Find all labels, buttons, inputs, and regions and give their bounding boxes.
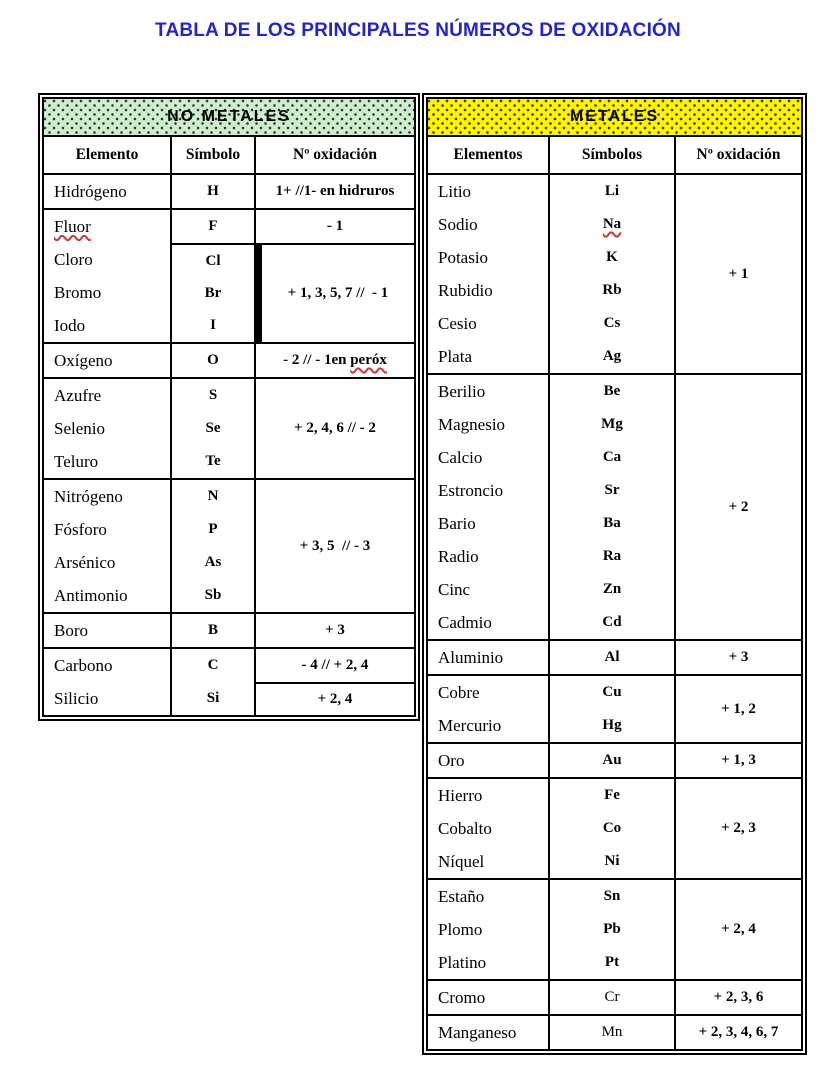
element-text: Arsénico bbox=[54, 552, 116, 572]
element-column bbox=[428, 981, 548, 1014]
oxidation-cell bbox=[256, 480, 414, 612]
symbol-text: B bbox=[207, 622, 218, 638]
metales-body bbox=[428, 175, 801, 1049]
oxidation-text: + 1, 2 bbox=[721, 700, 756, 717]
oxidation-column bbox=[254, 614, 414, 647]
oxidation-text: + 2, 4, 6 // - 2 bbox=[294, 420, 376, 436]
symbol-column bbox=[170, 344, 254, 377]
page-title: TABLA DE LOS PRINCIPALES NÚMEROS DE OXIDACIÓN bbox=[155, 20, 681, 41]
symbol-text: Co bbox=[602, 820, 622, 836]
symbol-text: Mn bbox=[601, 1024, 623, 1040]
table-group-row bbox=[428, 175, 801, 373]
symbol-cell bbox=[172, 243, 254, 342]
metales-band-label: METALES bbox=[569, 108, 660, 125]
table-group-row bbox=[44, 342, 414, 377]
symbol-text: Sr bbox=[604, 482, 620, 498]
table-group-row bbox=[44, 208, 414, 342]
oxidation-text: + 2, 3 bbox=[721, 820, 756, 836]
element-text: Mercurio bbox=[438, 715, 502, 735]
symbol-cell bbox=[550, 375, 674, 639]
element-text: Oxígeno bbox=[54, 350, 113, 370]
element-text: Carbono bbox=[54, 655, 113, 675]
symbol-text: C bbox=[207, 657, 219, 673]
no-metales-table bbox=[38, 93, 420, 721]
oxidation-cell bbox=[676, 779, 801, 878]
symbol-cell bbox=[550, 641, 674, 674]
oxidation-column bbox=[674, 676, 801, 742]
oxidation-text: - 4 // + 2, 4 bbox=[301, 657, 369, 673]
no-metales-band bbox=[44, 99, 414, 137]
column-header-symbol: Símbolos bbox=[548, 137, 674, 173]
element-text: Potasio bbox=[438, 247, 489, 267]
oxidation-cell bbox=[676, 375, 801, 639]
oxidation-text: + 2 bbox=[728, 498, 749, 515]
element-text: Hidrógeno bbox=[54, 181, 127, 201]
oxidation-cell bbox=[256, 649, 414, 682]
table-group-row bbox=[428, 979, 801, 1014]
symbol-cell bbox=[550, 175, 674, 373]
symbol-text: Sb bbox=[204, 587, 222, 603]
oxidation-column bbox=[674, 779, 801, 878]
oxidation-column bbox=[254, 649, 414, 715]
symbol-column bbox=[170, 379, 254, 478]
metales-header-row bbox=[428, 137, 801, 175]
element-column bbox=[428, 676, 548, 742]
symbol-column bbox=[548, 676, 674, 742]
symbol-column bbox=[548, 779, 674, 878]
element-text: Cloro bbox=[54, 249, 93, 269]
symbol-column bbox=[170, 210, 254, 342]
table-group-row bbox=[428, 1014, 801, 1049]
element-column bbox=[44, 175, 170, 208]
symbol-text: Cd bbox=[602, 614, 622, 630]
symbol-text: Zn bbox=[602, 581, 622, 597]
symbol-text: Rb bbox=[602, 282, 622, 298]
element-text: Iodo bbox=[54, 315, 86, 335]
symbol-text: I bbox=[210, 317, 216, 334]
element-cell bbox=[428, 880, 548, 979]
element-text: Cromo bbox=[438, 987, 486, 1007]
oxidation-cell bbox=[676, 981, 801, 1014]
symbol-cell bbox=[550, 676, 674, 742]
oxidation-text: + 1, 3 bbox=[721, 752, 756, 768]
symbol-text: Pb bbox=[603, 921, 621, 937]
oxidation-text: + 2, 4 bbox=[721, 921, 756, 937]
no-metales-body bbox=[44, 175, 414, 715]
symbol-column bbox=[548, 744, 674, 777]
element-column bbox=[428, 744, 548, 777]
table-group-row bbox=[428, 878, 801, 979]
table-group-row bbox=[44, 647, 414, 715]
oxidation-cell bbox=[256, 614, 414, 647]
column-header-element: Elementos bbox=[453, 146, 523, 163]
oxidation-cell bbox=[256, 243, 414, 342]
element-column bbox=[428, 1016, 548, 1049]
symbol-text: Cs bbox=[603, 315, 621, 331]
element-text: Berilio bbox=[438, 381, 486, 401]
element-text: Antimonio bbox=[54, 585, 128, 605]
element-text: Rubidio bbox=[438, 280, 493, 300]
symbol-cell bbox=[550, 880, 674, 979]
table-group-row bbox=[428, 674, 801, 742]
element-column bbox=[428, 375, 548, 639]
symbol-cell bbox=[550, 981, 674, 1014]
oxidation-cell bbox=[256, 344, 414, 377]
no-metales-header-row bbox=[44, 137, 414, 175]
element-text: Selenio bbox=[54, 418, 105, 438]
table-group-row bbox=[428, 639, 801, 674]
element-cell bbox=[428, 744, 548, 777]
symbol-text: Ag bbox=[602, 348, 622, 364]
element-text: Oro bbox=[438, 750, 465, 770]
element-column bbox=[428, 880, 548, 979]
element-cell bbox=[428, 779, 548, 878]
table-group-row bbox=[44, 175, 414, 208]
symbol-cell bbox=[172, 210, 254, 243]
oxidation-text: + 3 bbox=[728, 649, 749, 665]
oxidation-text: + 1, 3, 5, 7 // - 1 bbox=[287, 285, 389, 301]
oxidation-text: + 2, 3, 4, 6, 7 bbox=[698, 1024, 779, 1040]
symbol-column bbox=[548, 981, 674, 1014]
oxidation-cell bbox=[256, 210, 414, 243]
element-column bbox=[428, 779, 548, 878]
oxidation-column bbox=[254, 379, 414, 478]
oxidation-column bbox=[674, 1016, 801, 1049]
oxidation-text: - 1 bbox=[326, 218, 344, 234]
symbol-text: Ca bbox=[602, 449, 622, 465]
table-group-row bbox=[44, 612, 414, 647]
element-text: Cobre bbox=[438, 682, 480, 702]
element-cell bbox=[44, 344, 170, 377]
symbol-cell bbox=[172, 614, 254, 647]
symbol-text: F bbox=[208, 218, 218, 234]
oxidation-text: + 2, 4 bbox=[317, 691, 353, 707]
symbol-text: K bbox=[606, 249, 618, 265]
element-text: Magnesio bbox=[438, 414, 506, 434]
oxidation-column bbox=[674, 744, 801, 777]
oxidation-cell bbox=[676, 175, 801, 373]
element-column bbox=[44, 614, 170, 647]
table-group-row bbox=[44, 377, 414, 478]
symbol-text: N bbox=[207, 488, 219, 504]
symbol-cell bbox=[172, 175, 254, 208]
element-column bbox=[428, 641, 548, 674]
oxidation-column bbox=[674, 375, 801, 639]
table-group-row bbox=[428, 742, 801, 777]
element-column bbox=[44, 344, 170, 377]
oxidation-tables bbox=[38, 93, 807, 1055]
symbol-cell bbox=[550, 1016, 674, 1049]
element-cell bbox=[44, 210, 170, 342]
oxidation-text: + 2, 3, 6 bbox=[713, 989, 764, 1005]
element-text: Cadmio bbox=[438, 612, 492, 632]
symbol-text: Pt bbox=[604, 954, 620, 970]
element-text: Fósforo bbox=[54, 519, 107, 539]
oxidation-text: + 1 bbox=[728, 265, 749, 282]
oxidation-column bbox=[674, 880, 801, 979]
oxidation-column bbox=[674, 175, 801, 373]
table-group-row bbox=[428, 373, 801, 639]
symbol-cell bbox=[172, 480, 254, 612]
element-text: Calcio bbox=[438, 447, 483, 467]
element-text: Cobalto bbox=[438, 818, 492, 838]
oxidation-text: + 3 bbox=[325, 622, 345, 638]
element-cell bbox=[428, 641, 548, 674]
element-text: Sodio bbox=[438, 214, 478, 234]
element-cell bbox=[428, 375, 548, 639]
symbol-column bbox=[170, 480, 254, 612]
symbol-text: Li bbox=[604, 183, 620, 199]
symbol-column bbox=[548, 175, 674, 373]
symbol-text: Ni bbox=[604, 853, 620, 869]
element-text: Azufre bbox=[54, 385, 102, 405]
element-text: Hierro bbox=[438, 785, 483, 805]
element-text: Plomo bbox=[438, 919, 483, 939]
metales-band bbox=[428, 99, 801, 137]
symbol-column bbox=[548, 375, 674, 639]
oxidation-cell bbox=[676, 641, 801, 674]
symbol-text: Cl bbox=[205, 252, 221, 269]
element-text: Nitrógeno bbox=[54, 486, 123, 506]
oxidation-cell bbox=[256, 379, 414, 478]
column-header-element: Elemento bbox=[75, 146, 139, 163]
element-text: Silicio bbox=[54, 688, 99, 708]
oxidation-column bbox=[254, 175, 414, 208]
element-column bbox=[44, 379, 170, 478]
element-text: Níquel bbox=[438, 851, 485, 871]
element-cell bbox=[428, 175, 548, 373]
symbol-column bbox=[548, 641, 674, 674]
metales-table bbox=[422, 93, 807, 1055]
oxidation-column bbox=[254, 210, 414, 342]
element-text: Manganeso bbox=[438, 1022, 517, 1042]
element-cell bbox=[44, 379, 170, 478]
element-text: Platino bbox=[438, 952, 487, 972]
column-header-oxidation: Nº oxidación bbox=[254, 137, 414, 173]
oxidation-cell bbox=[676, 744, 801, 777]
symbol-text: Hg bbox=[602, 717, 622, 733]
symbol-cell bbox=[172, 344, 254, 377]
no-metales-band-label: NO METALES bbox=[167, 108, 291, 125]
element-text: Litio bbox=[438, 181, 472, 201]
element-cell bbox=[44, 614, 170, 647]
element-text: Estaño bbox=[438, 886, 485, 906]
symbol-text: Be bbox=[603, 383, 621, 399]
element-cell bbox=[44, 649, 170, 715]
symbol-text: Au bbox=[602, 752, 622, 768]
symbol-text: Fe bbox=[604, 787, 620, 803]
element-text: Bario bbox=[438, 513, 476, 533]
element-text: Teluro bbox=[54, 451, 99, 471]
element-text: Fluor bbox=[54, 216, 91, 236]
element-column bbox=[44, 480, 170, 612]
symbol-text: Na bbox=[602, 216, 622, 232]
symbol-column bbox=[170, 614, 254, 647]
symbol-text: Se bbox=[205, 420, 221, 436]
element-text: Radio bbox=[438, 546, 479, 566]
symbol-text: Cr bbox=[604, 989, 620, 1005]
element-text: Bromo bbox=[54, 282, 102, 302]
symbol-text: Mg bbox=[601, 416, 623, 432]
oxidation-cell bbox=[676, 676, 801, 742]
symbol-cell bbox=[550, 779, 674, 878]
element-text: Cinc bbox=[438, 579, 471, 599]
oxidation-cell bbox=[676, 880, 801, 979]
symbol-text: Si bbox=[206, 690, 220, 706]
column-header-symbol: Símbolo bbox=[170, 137, 254, 173]
symbol-cell bbox=[550, 744, 674, 777]
element-text: Cesio bbox=[438, 313, 477, 333]
oxidation-column bbox=[254, 480, 414, 612]
oxidation-text: 1+ //1- en hidruros bbox=[275, 183, 395, 199]
oxidation-cell bbox=[676, 1016, 801, 1049]
element-text: Estroncio bbox=[438, 480, 504, 500]
symbol-column bbox=[548, 880, 674, 979]
element-column bbox=[44, 649, 170, 715]
table-group-row bbox=[44, 478, 414, 612]
symbol-text: Ra bbox=[602, 548, 622, 564]
element-cell bbox=[44, 480, 170, 612]
oxidation-column bbox=[674, 641, 801, 674]
oxidation-cell bbox=[256, 175, 414, 208]
symbol-text: Al bbox=[604, 649, 620, 665]
element-text: Aluminio bbox=[438, 647, 504, 667]
symbol-text: Ba bbox=[603, 515, 621, 531]
element-column bbox=[44, 210, 170, 342]
oxidation-column bbox=[674, 981, 801, 1014]
symbol-text: Sn bbox=[603, 888, 621, 904]
symbol-cell bbox=[172, 649, 254, 715]
oxidation-text: - 2 // - 1en peróx bbox=[283, 352, 387, 368]
symbol-column bbox=[170, 649, 254, 715]
element-cell bbox=[428, 981, 548, 1014]
symbol-cell bbox=[172, 379, 254, 478]
element-text: Plata bbox=[438, 346, 472, 366]
element-column bbox=[428, 175, 548, 373]
oxidation-cell bbox=[256, 682, 414, 715]
element-cell bbox=[428, 676, 548, 742]
symbol-column bbox=[548, 1016, 674, 1049]
symbol-text: Te bbox=[205, 453, 221, 469]
element-text: Boro bbox=[54, 620, 88, 640]
element-cell bbox=[428, 1016, 548, 1049]
symbol-text: S bbox=[208, 387, 218, 403]
symbol-text: Cu bbox=[602, 684, 622, 700]
oxidation-column bbox=[254, 344, 414, 377]
oxidation-text: + 3, 5 // - 3 bbox=[299, 537, 371, 554]
symbol-text: H bbox=[207, 183, 219, 199]
symbol-text: As bbox=[204, 554, 222, 570]
symbol-text: O bbox=[207, 352, 219, 368]
table-group-row bbox=[428, 777, 801, 878]
symbol-text: P bbox=[208, 521, 218, 537]
column-header-oxidation: Nº oxidación bbox=[674, 137, 801, 173]
element-cell bbox=[44, 175, 170, 208]
symbol-text: Br bbox=[204, 284, 222, 301]
symbol-column bbox=[170, 175, 254, 208]
